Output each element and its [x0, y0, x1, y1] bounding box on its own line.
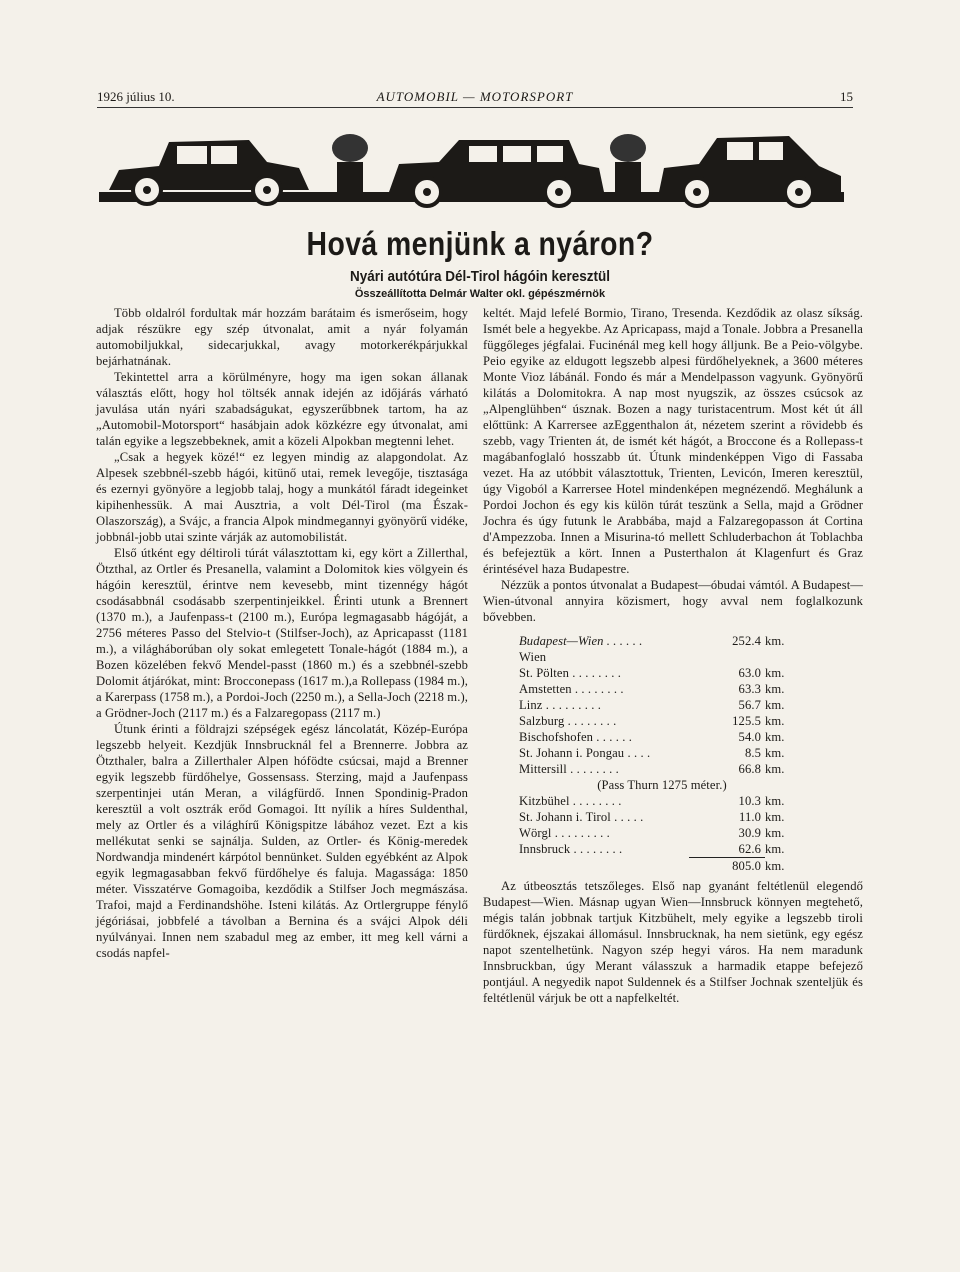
route-row — [519, 761, 805, 777]
route-distance: 252.4 — [732, 634, 761, 648]
right-column — [483, 305, 863, 1006]
paragraph: Nézzük a pontos útvonalat a Budapest—óbudai vámtól. A Budapest—Wien-útvonal annyira közismert, hogy avval nem foglalkozunk bővebben. — [483, 578, 863, 624]
route-distance: 8.5 — [744, 746, 761, 760]
issue-date: 1926 július 10. — [97, 89, 175, 104]
route-unit: km. — [765, 810, 785, 824]
route-unit — [765, 649, 805, 665]
route-leader-dots: . . . . — [624, 746, 651, 760]
route-total-unit: km. — [765, 858, 785, 873]
route-leader-dots: . . . . . . — [593, 730, 633, 744]
route-city — [519, 649, 689, 665]
page-number: 15 — [840, 89, 853, 104]
route-distance: 63.0 — [738, 666, 761, 680]
route-table — [519, 633, 805, 874]
route-unit: km. — [765, 762, 785, 776]
route-leader-dots: . . . . . . — [603, 634, 643, 648]
route-city — [519, 681, 689, 697]
route-unit: km. — [765, 826, 785, 840]
route-unit: km. — [765, 682, 785, 696]
paragraph: „Csak a hegyek közé!“ ez legyen mindig az alapgondolat. Az Alpesek szebbnél-szebb hágói, kitünő utai, remek levegője, tisztasága és ezernyi gyönyöre a legjobb talaj, hogy a munkától fáradt idegeinket kipihenhessük. A mai Ausztria, a volt Dél-Tirol (ma Észak-Olaszország), a Svájc, a francia Alpok mindmegannyi gyönyörű vidéke, jobbnál-jobb utai szinte várják az automobilistát. — [96, 450, 468, 544]
route-total-spacer — [519, 858, 689, 875]
route-leader-dots: . . . . . . . . — [569, 666, 621, 680]
journal-title: AUTOMOBIL — MOTORSPORT — [376, 89, 574, 104]
route-unit: km. — [765, 698, 785, 712]
route-row — [519, 665, 805, 681]
route-city-name: St. Pölten — [519, 666, 569, 680]
route-unit: km. — [765, 842, 785, 857]
route-row — [519, 841, 805, 858]
route-distance: 11.0 — [739, 810, 761, 824]
paragraph: keltét. Majd lefelé Bormio, Tirano, Tresenda. Kezdődik az olasz síkság. Ismét bele a hegyekbe. Az Apricapass, majd a Tonale. Jobbra a Presanella függőleges jégfalai. Fucinénál meg kell hogy álljunk. Be a Peio-völgybe. Peio egyike az eldugott legszebb alpesi fürdőhelyeknek, a 3600 méteres Monte Vioz lábánál. Fondo és már a Mendelpasson vagyunk. Gyönyörű kilátás a Dolomitokra. A nap most nyugszik, az összes csúcsok az „Alpenglühben“ úsznak. Bozen a nagy turistacentrum. Most két út áll előttünk: A Karrersee azEggenthalon át, nézetem szerint a rövidebb és szebb, vagy Trienten át, de ismét két hágót, a Broccone és a Rollepass-t magábanfoglaló hosszabb út. Útunk mindenképpen Vigo di Fassaba vezet. Ha az utóbbit választottuk, Trienten, Levicón, Imeren keresztül, úgy Vigoból a Karrersee Hotel mindenképen megnézendő. Meghálunk a Pordoi Jochon és egy kis külön túrát teszünk a Sella, majd a Grödner Jochra és úgy futunk le Arabbába, majd a Falzaregopasson át Cortina d'Ampezzoba. Innen a Misurina-tó mellett Schluderbachon át Toblachba és befejeztük a kört. Innen a Pusterthalon át Klagenfurt és Graz érintésével haza Budapestre. — [483, 306, 863, 576]
route-city-name: Kitzbühel — [519, 794, 570, 808]
paragraph: Az útbeosztás tetszőleges. Első nap gyanánt feltétlenül elegendő Budapest—Wien. Másnap ugyan Wien—Innsbruck könnyen megtehető, mégis talán jobbnak tartjuk Kitzbühelt, mely egyike a legszebb tiroli fürdőknek, éjszakai állomásul. Innsbrucknak, ha nem sietünk, egy egész napot szentelhetünk. Nagyon szép hegyi város. Ha nem maradunk Innsbruckban, úgy Merant válasszuk a harmadik etappe befejező pontjául. A negyedik napot Suldennek és a Stilfser Jochnak szenteljük és feltétlenül várjuk be ott a napfelkeltét. — [483, 879, 863, 1005]
route-city-name: Amstetten — [519, 682, 572, 696]
route-city — [519, 665, 689, 681]
route-city-name: St. Johann i. Pongau — [519, 746, 625, 760]
route-city-name: Wörgl — [519, 826, 552, 840]
page-header — [97, 89, 853, 108]
route-leader-dots: . . . . . . . . . — [551, 826, 610, 840]
route-distance: 125.5 — [732, 714, 761, 728]
route-note-row — [519, 777, 805, 793]
route-row — [519, 793, 805, 809]
article-byline: Összeállította Delmár Walter okl. gépészmérnök — [354, 288, 606, 300]
route-city-name: Bischofshofen — [519, 730, 594, 744]
route-city — [519, 761, 689, 777]
route-distance: 30.9 — [738, 826, 761, 840]
route-row — [519, 713, 805, 729]
route-leader-dots: . . . . . . . . . — [542, 698, 601, 712]
route-city-name: Wien — [519, 650, 547, 664]
paragraph: Útunk érinti a földrajzi szépségek egész láncolatát, Közép-Európa legszebb helyeit. Kezdjük Innsbrucknál fel a Brennerre. Jobbra az Ötzthaler, balra a Zillerthaler Alpen hófödte csúcsai, majd a Brenner egyik legszebb fürdőhelye, Gossensass. Sterzing, majd a Jaufenpass szerpentinjei után Meran, a világfürdő. Innen Spondinig-Pradon keresztül a volt osztrák erőd Gomagoi. Itt nyílik a híres Suldenthal, mely az Ortler és a világhírű Königspitze lábához vezet. Ezt a kis mellékutat senki se sajnálja. Sulden, az Ortler- és König-meredek Nordwandja mindenért kárpótol bennünket. Sulden egyébként az Alpok egyik legmagasabban fekvő fürdőhelye és faluja. Magassága: 1850 méter. Visszatérve Gomagoiba, kezdődik a Stilfser Joch megmászása. Trafoi, majd a Ferdinandshöhe. Isteni kilátás. Az Ortlergruppe fénylő jégóriásai, jobbfelé a távolban a Bernina és a svájci Alpok déli nyúlványai. Innen nem szabadul meg az ember, itt meg kell várni a csodás napfel- — [96, 722, 468, 960]
route-distance: 56.7 — [738, 698, 761, 712]
route-row — [519, 745, 805, 761]
route-unit: km. — [765, 746, 785, 760]
route-row — [519, 809, 805, 825]
route-total-row — [519, 858, 805, 875]
route-city — [519, 793, 689, 809]
route-row — [519, 633, 805, 649]
route-distance: 66.8 — [738, 762, 761, 776]
route-leader-dots: . . . . . . . . — [566, 762, 619, 776]
route-city-name: St. Johann i. Tirol — [519, 810, 611, 824]
route-total-distance: 805.0 — [689, 858, 765, 875]
route-row — [519, 729, 805, 745]
route-unit: km. — [765, 794, 785, 808]
route-row — [519, 825, 805, 841]
route-leader-dots: . . . . . . . . — [569, 794, 622, 808]
route-leader-dots: . . . . . . . . — [571, 682, 624, 696]
route-city — [519, 729, 689, 745]
article-subtitle: Nyári autótúra Dél-Tirol hágóin keresztül — [349, 268, 611, 285]
route-city — [519, 713, 689, 729]
route-distance: 62.6 — [738, 842, 761, 856]
route-leader-dots: . . . . . . . . — [570, 842, 623, 857]
route-distance: 54.0 — [738, 730, 761, 744]
route-unit: km. — [765, 730, 785, 744]
route-unit: km. — [765, 634, 785, 648]
route-unit: km. — [765, 666, 785, 680]
route-city — [519, 841, 689, 858]
route-distance: 10.3 — [738, 794, 761, 808]
route-leader-dots: . . . . . . . . — [564, 714, 617, 728]
route-city-name: Innsbruck — [519, 842, 571, 857]
route-city — [519, 745, 689, 761]
route-city-name: Linz — [519, 698, 543, 712]
route-row — [519, 649, 805, 665]
cars-illustration — [99, 118, 844, 210]
route-unit: km. — [765, 714, 785, 728]
paragraph: Első útként egy déltiroli túrát választottam ki, egy kört a Zillerthal, Ötzthal, az Ortler és Presanella, valamint a Dolomitok kies völgyein és hágóin keresztül, érintve nem kevesebb, mint tizennégy hágót csodásabbnál csodásabb szerpentinjeikkel. Érinti utunk a Brennert (1370 m.), a Jaufenpass-t (2100 m.), Európa legmagasabb hágóját, a 2756 méteres Passo del Stelvio-t (Stilfser-Joch), az Apricapasst (1181 m.), a világháborúban oly sokat emlegetett Tonale-hágót (1884 m.), a Bozen közelében fekvő Mendel-passt (1860 m.) és a szebbnél-szebb Dolomit átjárókat, mint: Brocconepass (1617 m.),a Rollepass (1984 m.), a Karerpass (1758 m.), a Pordoi-Joch (2250 m.), a Sella-Joch (2218 m.), a Grödner-Joch (2117 m.) és a Falzaregopass (2117 m.) — [96, 546, 468, 720]
route-city-name: Mittersill — [519, 762, 567, 776]
route-row — [519, 681, 805, 697]
route-note: (Pass Thurn 1275 méter.) — [597, 778, 727, 792]
route-distance: 63.3 — [738, 682, 761, 696]
route-city-name: Budapest—Wien — [519, 634, 604, 648]
route-city — [519, 825, 689, 841]
route-row — [519, 697, 805, 713]
route-city — [519, 697, 689, 713]
route-distance — [689, 649, 765, 665]
paragraph: Tekintettel arra a körülményre, hogy ma igen sokan állanak választás előtt, hogy hol töltsék annak idején az időjárás várható javulása után nyári szabadságukat, egyszerűbbnek tartom, ha az „Automobil-Motorsport“ hasábjain adok közkézre egy útvonalat, ami talán egyike a legszebbeknek, amit a közeli Alpokban megtenni lehet. — [96, 370, 468, 448]
route-city — [519, 809, 689, 825]
route-city — [519, 633, 689, 649]
left-column — [96, 305, 468, 961]
route-leader-dots: . . . . . — [610, 810, 644, 824]
paragraph: Több oldalról fordultak már hozzám barátaim és ismerőseim, hogy adjak részükre egy szép útvonalat, amit a nyár folyamán automobiljukkal, sidecarjukkal, avagy motorkerékpárjukkal bejárhatnának. — [96, 306, 468, 368]
article-title: Hová menjünk a nyáron? — [306, 225, 654, 262]
route-city-name: Salzburg — [519, 714, 565, 728]
